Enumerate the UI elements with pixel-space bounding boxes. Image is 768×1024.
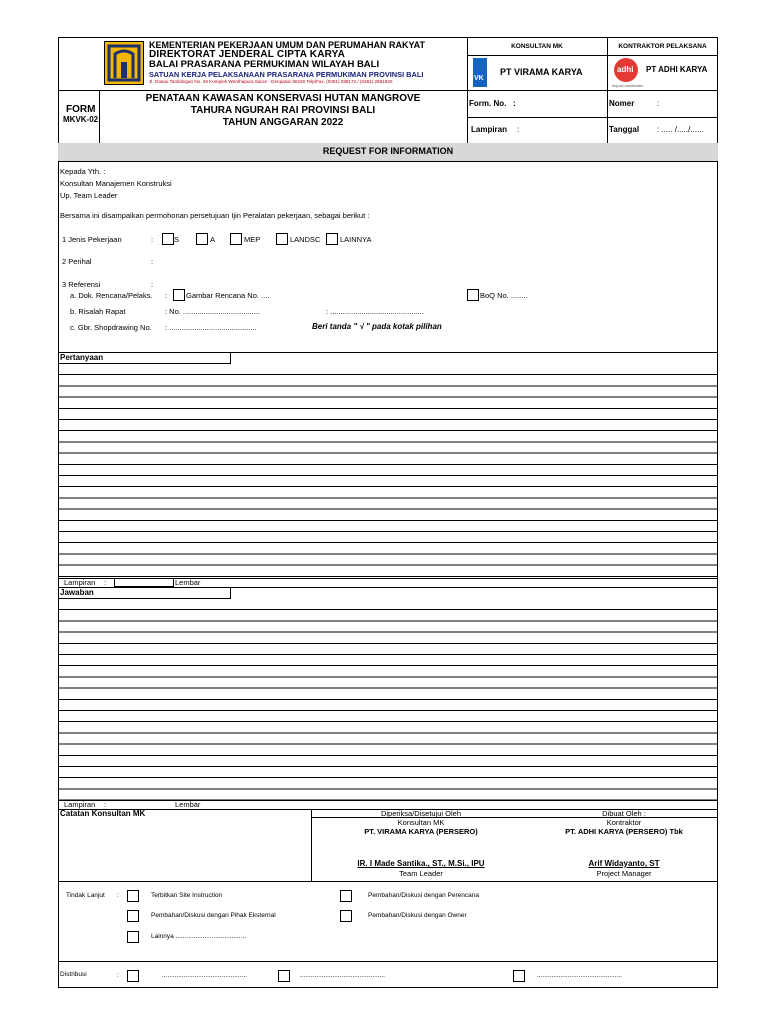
ref-b-value2: : ............................................. [326, 307, 424, 316]
catatan-label: Catatan Konsultan MK [60, 809, 146, 818]
jenis-lainnya-label: LAINNYA [340, 235, 372, 244]
kontraktor-label: KONTRAKTOR PELAKSANA [618, 43, 707, 50]
referensi-colon: : [151, 280, 154, 289]
tindak-opt3-checkbox[interactable] [127, 910, 139, 922]
referensi-label: 3 Referensi [62, 280, 101, 289]
ref-c-value: : .......................................... [165, 323, 257, 332]
jenis-s-label: S [174, 235, 180, 244]
distribusi-checkbox-2[interactable] [278, 970, 290, 982]
tanggal-value: : ..... /...../...... [657, 125, 704, 134]
jenis-mep-label: MEP [244, 235, 261, 244]
jenis-landsc-label: LANDSC [290, 235, 321, 244]
nomer-label: Nomer [609, 99, 635, 108]
pertanyaan-lampiran-label: Lampiran [64, 578, 96, 587]
form-no-label: Form. No. [469, 99, 507, 108]
signer2-name: Arif Widayanto, ST [588, 859, 660, 868]
pertanyaan-lampiran-input[interactable] [114, 578, 174, 587]
address-line: Jl. Danau Tamblingan No. 49 Komplek Werdhapura Sanur - Denpasar 80228 Telp/Fax. (0361) 288172 / (0361) 2881620 [149, 79, 393, 84]
pertanyaan-lampiran-colon: : [104, 578, 107, 587]
signer2-title: Project Manager [596, 869, 652, 878]
distribusi-checkbox-1[interactable] [127, 970, 139, 982]
tindak-opt2-checkbox[interactable] [340, 890, 352, 902]
kontraktor-company: PT. ADHI KARYA (PERSERO) Tbk [565, 827, 683, 836]
jawaban-label: Jawaban [60, 588, 94, 597]
tindak-opt1-label: Terbitkan Site Instruction [151, 892, 223, 899]
distribusi-line-3: ............................................... [537, 972, 622, 979]
konsultan-company: PT. VIRAMA KARYA (PERSERO) [364, 827, 478, 836]
lampiran-label: Lampiran [471, 125, 508, 134]
satker-line: SATUAN KERJA PELAKSANAAN PRASARANA PERMUKIMAN PROVINSI BALI [149, 70, 424, 79]
adhi-tagline: beyond construction [612, 84, 644, 88]
form-no-colon: : [513, 99, 516, 108]
gambar-rencana-checkbox[interactable] [173, 289, 185, 301]
jenis-a-checkbox[interactable] [196, 233, 208, 245]
vk-logo [473, 58, 487, 87]
form-code: MKVK-02 [63, 115, 99, 124]
up-text: Up. Team Leader [60, 191, 118, 200]
konsultan-text: Konsultan Manajemen Konstruksi [60, 179, 172, 188]
signer1-name: IR. I Made Santika., ST., M.Si., IPU [357, 859, 485, 868]
jenis-s-checkbox[interactable] [162, 233, 174, 245]
distribusi-colon: : [117, 972, 119, 979]
directorate-line: DIREKTORAT JENDERAL CIPTA KARYA [149, 49, 346, 60]
jenis-landsc-checkbox[interactable] [276, 233, 288, 245]
jenis-colon: : [151, 235, 154, 244]
adhi-logo [614, 58, 638, 82]
kontraktor-role: Kontraktor [606, 818, 642, 827]
konsultan-role: Konsultan MK [397, 818, 445, 827]
lampiran-colon: : [517, 125, 520, 134]
distribusi-line-1: ............................................... [162, 972, 247, 979]
gambar-rencana-label: Gambar Rencana No. .... [186, 291, 270, 300]
ref-a-colon: : [165, 291, 168, 300]
tindak-colon: : [117, 892, 119, 899]
pu-logo [104, 41, 144, 85]
ref-b-value: : No. ..................................... [165, 307, 261, 316]
ref-b-label: b. Risalah Rapat [70, 307, 126, 316]
tindak-label: Tindak Lanjut [66, 892, 105, 899]
form-label: FORM [66, 104, 96, 115]
distribusi-line-2: ............................................... [300, 972, 385, 979]
ref-a-label: a. Dok. Rencana/Pelaks. [70, 291, 153, 300]
pertanyaan-label: Pertanyaan [60, 353, 104, 362]
jawaban-lampiran-colon: : [104, 800, 107, 809]
diperiksa-label: Diperiksa/Disetujui Oleh [380, 809, 462, 818]
dibuat-label: Dibuat Oleh : [602, 809, 646, 818]
checkmark-note: Beri tanda " √ " pada kotak pilihan [312, 322, 442, 331]
tindak-opt1-checkbox[interactable] [127, 890, 139, 902]
pertanyaan-lembar-label: Lembar [175, 578, 201, 587]
adhi-logo-text: adhi [617, 65, 634, 74]
boq-checkbox[interactable] [467, 289, 479, 301]
distribusi-checkbox-3[interactable] [513, 970, 525, 982]
tindak-opt5-label: Lainnya ....................................... [151, 933, 247, 940]
jenis-lainnya-checkbox[interactable] [326, 233, 338, 245]
jenis-label: 1 Jenis Pekerjaan [62, 235, 122, 244]
bersama-text: Bersama ini disampaikan permohonan persetujuan Ijin Peralatan pekerjaan, sebagai berikut : [60, 211, 370, 220]
project-title-3: TAHUN ANGGARAN 2022 [222, 117, 344, 128]
pertanyaan-lines[interactable] [59, 364, 718, 578]
jawaban-lampiran-label: Lampiran [64, 800, 96, 809]
nomer-colon: : [657, 99, 660, 108]
perihal-colon: : [151, 257, 154, 266]
konsultan-name: PT VIRAMA KARYA [500, 67, 583, 77]
kontraktor-name: PT ADHI KARYA [646, 65, 708, 74]
tindak-opt4-label: Pembahan/Diskusi dengan Owner [368, 912, 467, 919]
tindak-opt3-label: Pembahan/Diskusi dengan Pihak Eksternal [151, 912, 276, 919]
balai-line: BALAI PRASARANA PERMUKIMAN WILAYAH BALI [149, 59, 380, 70]
konsultan-mk-label: KONSULTAN MK [511, 43, 563, 50]
vk-logo-text: VK [474, 75, 484, 82]
jawaban-lembar-label: Lembar [175, 800, 201, 809]
tindak-opt4-checkbox[interactable] [340, 910, 352, 922]
jawaban-lines[interactable] [59, 599, 718, 800]
kepada-text: Kepada Yth. : [60, 167, 106, 176]
project-title-2: TAHURA NGURAH RAI PROVINSI BALI [190, 105, 376, 116]
project-title-1: PENATAAN KAWASAN KONSERVASI HUTAN MANGROVE [145, 93, 421, 104]
tanggal-label: Tanggal [609, 125, 640, 134]
jenis-mep-checkbox[interactable] [230, 233, 242, 245]
jenis-a-label: A [210, 235, 216, 244]
form-title: REQUEST FOR INFORMATION [322, 146, 454, 156]
signer1-title: Team Leader [399, 869, 443, 878]
tindak-opt2-label: Pembahan/Diskusi dengan Perencana [368, 892, 479, 899]
boq-label: BoQ No. ........ [480, 291, 528, 300]
ref-c-label: c. Gbr. Shopdrawing No. [70, 323, 152, 332]
tindak-opt5-checkbox[interactable] [127, 931, 139, 943]
ministry-line: KEMENTERIAN PEKERJAAN UMUM DAN PERUMAHAN RAKYAT [149, 40, 426, 50]
distribusi-label: Distribusi [60, 971, 87, 978]
perihal-label: 2 Perihal [62, 257, 92, 266]
